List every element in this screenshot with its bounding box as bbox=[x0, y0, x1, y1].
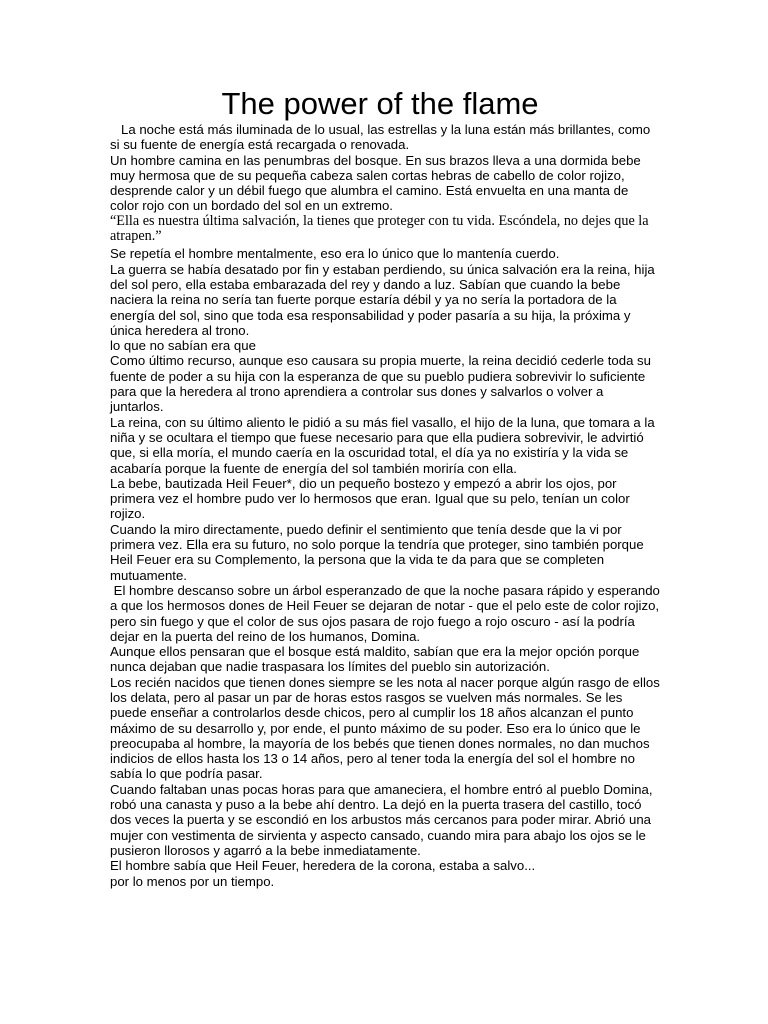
paragraph-13: Los recién nacidos que tienen dones siempre se les nota al nacer porque algún rasgo de ellos los delata, pero al pasar un par de horas estos rasgos se vuelven más normales. Se les puede enseñar a controlarlos desde chicos, pero al cumplir los 18 años alcanzan el punto máximo de su desarrollo y, por ende, el punto máximo de su poder. Eso era lo único que le preocupaba al hombre, la mayoría de los bebés que tienen dones normales, no dan muchos indicios de ellos hasta los 13 o 14 años, pero al tener toda la energía del sol el hombre no sabía lo que podría pasar. bbox=[110, 674, 660, 782]
quote-paragraph: “Ella es nuestra última salvación, la tienes que proteger con tu vida. Escóndela, no dejes que la atrapen.” bbox=[110, 212, 649, 245]
paragraph-9: La bebe, bautizada Heil Feuer*, dio un pequeño bostezo y empezó a abrir los ojos, por primera vez el hombre pudo ver lo hermosos que eran. Igual que su pelo, tenían un color rojizo. bbox=[110, 475, 630, 522]
paragraph-14: Cuando faltaban unas pocas horas para que amaneciera, el hombre entró al pueblo Domina, robó una canasta y puso a la bebe ahí dentro. La dejó en la puerta trasera del castillo, tocó dos veces la puerta y se escondió en los arbustos más cercanos para poder mirar. Abrió una mujer con vestimenta de sirvienta y aspecto cansado, cuando mira para abajo los ojos se le pusieron llorosos y agarró a la bebe inmediatamente. bbox=[110, 781, 653, 858]
paragraph-2: Un hombre camina en las penumbras del bosque. En sus brazos lleva a una dormida bebe muy hermosa que de su pequeña cabeza salen cortas hebras de cabello de color rojizo, desprende calor y un débil fuego que alumbra el camino. Está envuelta en una manta de color rojo con un bordado del sol en un extremo. bbox=[110, 152, 641, 214]
paragraph-1: La noche está más iluminada de lo usual, las estrellas y la luna están más brillantes, como si su fuente de energía está recargada o renovada. bbox=[110, 122, 654, 153]
paragraph-11: El hombre descanso sobre un árbol esperanzado de que la noche pasara rápido y esperando a que los hermosos dones de Heil Feuer se dejaran de notar - que el pelo este de color rojizo, pero sin fuego y que el color de sus ojos pasara de rojo fuego a rojo oscuro - así la podría dejar en la puerta del reino de los humanos, Domina. bbox=[110, 582, 664, 644]
paragraph-12: Aunque ellos pensaran que el bosque está maldito, sabían que era la mejor opción porque nunca dejaban que nadie traspasara los límites del pueblo sin autorización. bbox=[110, 644, 640, 675]
document-title: The power of the flame bbox=[221, 86, 539, 121]
paragraph-16: por lo menos por un tiempo. bbox=[110, 873, 275, 889]
paragraph-4: Se repetía el hombre mentalmente, eso era lo único que lo mantenía cuerdo. bbox=[110, 246, 560, 262]
paragraph-10: Cuando la miro directamente, puedo definir el sentimiento que tenía desde que la vi por primera vez. Ella era su futuro, no solo porque la tendría que proteger, sino también porque Heil Feuer era su Complemento, la persona que la vida te da para que se completen mutuamente. bbox=[110, 521, 644, 583]
paragraph-6: lo que no sabían era que bbox=[110, 338, 256, 354]
paragraph-7: Como último recurso, aunque eso causara su propia muerte, la reina decidió cederle toda su fuente de poder a su hija con la esperanza de que su pueblo pudiera sobrevivir lo suficiente para que la heredera al trono aprendiera a controlar sus dones y salvarlos o volver a juntarlos. bbox=[110, 353, 651, 415]
paragraph-8: La reina, con su último aliento le pidió a su más fiel vasallo, el hijo de la luna, que tomara a la niña y se ocultara el tiempo que fuese necesario para que ella pudiera sobrevivir, le advirtió que, si ella moría, el mundo caería en la oscuridad total, el día ya no existiría y la vida se acabaría porque la fuente de energía del sol también moriría con ella. bbox=[110, 414, 655, 476]
document-body bbox=[110, 122, 664, 889]
paragraph-5: La guerra se había desatado por fin y estaban perdiendo, su única salvación era la reina, hija del sol pero, ella estaba embarazada del rey y dando a luz. Sabían que cuando la bebe naciera la reina no sería tan fuerte porque estaría débil y ya no sería la portadora de la energía del sol, sino que toda esa responsabilidad y poder pasaría a su hija, la próxima y única heredera al trono. bbox=[110, 261, 655, 338]
paragraph-15: El hombre sabía que Heil Feuer, heredera de la corona, estaba a salvo... bbox=[110, 858, 536, 874]
